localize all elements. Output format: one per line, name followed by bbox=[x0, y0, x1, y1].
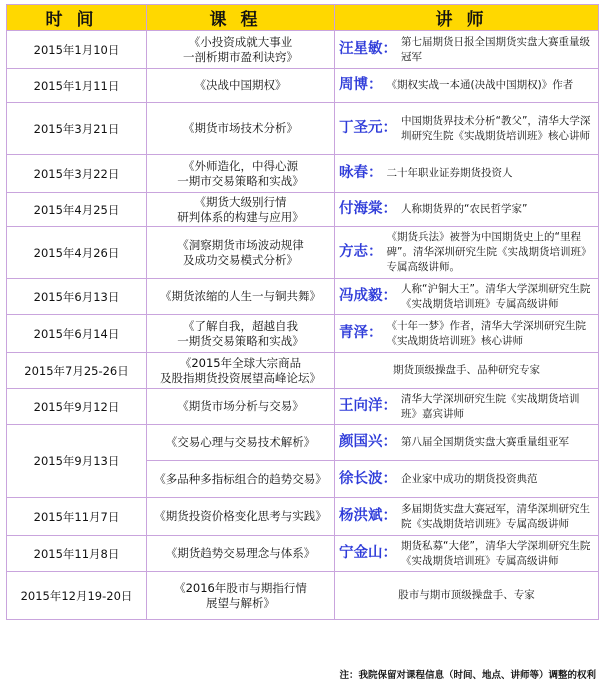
course-cell bbox=[147, 498, 335, 536]
course-schedule-table bbox=[6, 4, 599, 620]
course-title: 《2016年股市与期指行情 展望与解析》 bbox=[174, 580, 307, 610]
table-row bbox=[7, 389, 599, 425]
course-cell bbox=[147, 315, 335, 353]
lecturer-name: 王向洋： bbox=[339, 398, 397, 414]
course-cell bbox=[147, 536, 335, 572]
table-row bbox=[7, 279, 599, 315]
course-cell bbox=[147, 69, 335, 103]
date-cell: 2015年11月7日 bbox=[7, 498, 147, 536]
table-row bbox=[7, 103, 599, 155]
lecturer-cell bbox=[335, 425, 599, 461]
course-title: 《多品种多指标组合的趋势交易》 bbox=[154, 471, 327, 486]
table-header-row bbox=[7, 5, 599, 31]
lecturer-name: 丁圣元： bbox=[339, 120, 397, 136]
header-time: 时间 bbox=[7, 5, 147, 31]
lecturer-description: 清华大学深圳研究生院《实战期货培训班》嘉宾讲师 bbox=[401, 392, 580, 420]
course-cell bbox=[147, 31, 335, 69]
date-cell: 2015年12月19-20日 bbox=[7, 572, 147, 620]
course-cell bbox=[147, 279, 335, 315]
lecturer-name: 方志： bbox=[339, 244, 383, 260]
lecturer-name: 青泽： bbox=[339, 325, 383, 341]
course-title: 《决战中国期权》 bbox=[194, 78, 287, 92]
course-cell bbox=[147, 155, 335, 193]
course-cell bbox=[147, 389, 335, 425]
lecturer-description: 《十年一梦》作者，清华大学深圳研究生院《实战期货培训班》核心讲师 bbox=[386, 319, 586, 347]
table-row bbox=[7, 69, 599, 103]
course-title: 《期货市场技术分析》 bbox=[183, 121, 298, 135]
lecturer-cell bbox=[335, 227, 599, 279]
date-cell: 2015年9月13日 bbox=[7, 425, 147, 498]
lecturer-description: 股市与期市顶级操盘手、专家 bbox=[398, 589, 535, 601]
course-title: 《交易心理与交易技术解析》 bbox=[165, 435, 316, 449]
table-row bbox=[7, 193, 599, 227]
course-cell bbox=[147, 572, 335, 620]
lecturer-description: 二十年职业证券期货投资人 bbox=[386, 167, 513, 179]
lecturer-cell bbox=[335, 69, 599, 103]
course-title: 《期货趋势交易理念与体系》 bbox=[165, 546, 316, 560]
lecturer-name: 咏春： bbox=[339, 165, 383, 181]
date-cell: 2015年4月25日 bbox=[7, 193, 147, 227]
lecturer-description: 第八届全国期货实盘大赛重量组亚军 bbox=[401, 436, 569, 448]
course-title: 《期货投资价格变化思考与实践》 bbox=[154, 509, 327, 523]
lecturer-cell bbox=[335, 193, 599, 227]
lecturer-cell bbox=[335, 498, 599, 536]
table-row bbox=[7, 155, 599, 193]
date-cell: 2015年11月8日 bbox=[7, 536, 147, 572]
date-cell: 2015年4月26日 bbox=[7, 227, 147, 279]
course-title: 《期货浓缩的人生一与铜共舞》 bbox=[160, 289, 321, 303]
date-cell: 2015年7月25-26日 bbox=[7, 353, 147, 389]
table-row bbox=[7, 425, 599, 461]
course-title: 《期货市场分析与交易》 bbox=[177, 399, 304, 413]
date-cell: 2015年1月11日 bbox=[7, 69, 147, 103]
lecturer-name: 冯成毅： bbox=[339, 288, 397, 304]
course-title: 《期货大级别行情 研判体系的构建与应用》 bbox=[177, 194, 304, 224]
course-title: 《洞察期货市场波动规律 及成功交易模式分析》 bbox=[177, 237, 304, 267]
date-cell: 2015年3月21日 bbox=[7, 103, 147, 155]
lecturer-description: 人称“沪铜大王”。清华大学深圳研究生院《实战期货培训班》专属高级讲师 bbox=[401, 282, 591, 310]
lecturer-description: 人称期货界的“农民哲学家” bbox=[401, 203, 528, 215]
lecturer-cell bbox=[335, 279, 599, 315]
header-course: 课程 bbox=[147, 5, 335, 31]
date-cell: 2015年3月22日 bbox=[7, 155, 147, 193]
lecturer-name: 汪星敏： bbox=[339, 41, 397, 57]
table-row bbox=[7, 353, 599, 389]
course-title: 《2015年全球大宗商品 及股指期货投资展望高峰论坛》 bbox=[160, 355, 321, 385]
lecturer-name: 周博： bbox=[339, 77, 383, 93]
lecturer-description: 中国期货界技术分析“教父”，清华大学深圳研究生院《实战期货培训班》核心讲师 bbox=[401, 114, 591, 142]
lecturer-cell bbox=[335, 389, 599, 425]
lecturer-cell bbox=[335, 103, 599, 155]
lecturer-description: 多届期货实盘大赛冠军，清华深圳研究生院《实战期货培训班》专属高级讲师 bbox=[401, 502, 590, 530]
table-row bbox=[7, 498, 599, 536]
table-row bbox=[7, 572, 599, 620]
lecturer-cell bbox=[335, 155, 599, 193]
table-row bbox=[7, 227, 599, 279]
lecturer-cell bbox=[335, 353, 599, 389]
lecturer-description: 企业家中成功的期货投资典范 bbox=[401, 472, 538, 485]
lecturer-description: 《期权实战一本通(决战中国期权)》作者 bbox=[386, 79, 574, 91]
lecturer-description: 第七届期货日报全国期货实盘大赛重量级冠军 bbox=[401, 35, 590, 63]
date-cell: 2015年9月12日 bbox=[7, 389, 147, 425]
course-title: 《外师造化，中得心源 一期市交易策略和实战》 bbox=[177, 158, 304, 188]
table-row bbox=[7, 31, 599, 69]
lecturer-name: 颜国兴： bbox=[339, 434, 397, 450]
table-row bbox=[7, 315, 599, 353]
lecturer-name: 付海棠： bbox=[339, 201, 397, 217]
lecturer-cell bbox=[335, 461, 599, 498]
lecturer-name: 徐长波： bbox=[339, 470, 397, 487]
course-cell bbox=[147, 227, 335, 279]
lecturer-name: 宁金山： bbox=[339, 545, 397, 561]
lecturer-cell bbox=[335, 536, 599, 572]
course-cell bbox=[147, 353, 335, 389]
course-cell bbox=[147, 461, 335, 498]
course-cell bbox=[147, 103, 335, 155]
course-title: 《小投资成就大事业 一剖析期市盈利诀窍》 bbox=[183, 34, 298, 64]
header-lecturer: 讲师 bbox=[335, 5, 599, 31]
lecturer-cell bbox=[335, 572, 599, 620]
date-cell: 2015年1月10日 bbox=[7, 31, 147, 69]
lecturer-description: 《期货兵法》被誉为中国期货史上的“里程碑”。清华深圳研究生院《实战期货培训班》专属高级讲师。 bbox=[386, 231, 592, 273]
lecturer-cell bbox=[335, 31, 599, 69]
table-row bbox=[7, 536, 599, 572]
date-cell: 2015年6月13日 bbox=[7, 279, 147, 315]
course-title: 《了解自我，超越自我 一期货交易策略和实战》 bbox=[177, 318, 304, 348]
date-cell: 2015年6月14日 bbox=[7, 315, 147, 353]
footnote: 注：我院保留对课程信息（时间、地点、讲师等）调整的权利 bbox=[339, 670, 596, 681]
lecturer-description: 期货私募“大佬”，清华大学深圳研究生院《实战期货培训班》专属高级讲师 bbox=[401, 539, 591, 567]
lecturer-description: 期货顶级操盘手、品种研究专家 bbox=[393, 364, 540, 376]
lecturer-cell bbox=[335, 315, 599, 353]
lecturer-name: 杨洪斌： bbox=[339, 508, 397, 524]
course-cell bbox=[147, 425, 335, 461]
course-cell bbox=[147, 193, 335, 227]
